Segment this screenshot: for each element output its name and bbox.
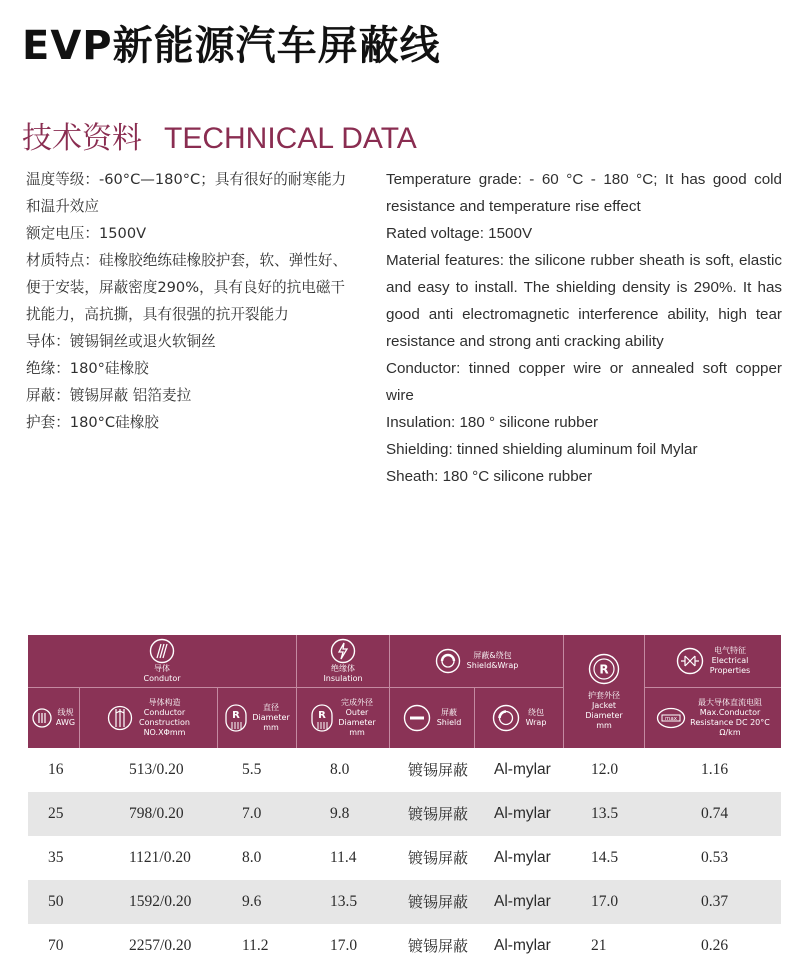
cell-outer: 9.8	[330, 805, 350, 822]
shield-icon	[403, 704, 431, 732]
jacket-r-letter: R	[599, 662, 609, 676]
spec-zh-insulation: 绝缘：180°硅橡胶	[26, 360, 149, 377]
conductor-wire-icon	[149, 638, 175, 664]
col-jacket-en2: Diameter	[585, 710, 623, 720]
col-wrap	[475, 688, 563, 748]
jacket-r-icon	[588, 653, 620, 685]
cell-wrap: Al-mylar	[494, 849, 551, 866]
col-resistance-en2: Resistance DC 20°C	[690, 718, 770, 727]
shield-wrap-icon	[435, 648, 461, 674]
col-shield	[390, 688, 474, 748]
spec-zh-voltage: 额定电压：1500V	[26, 225, 147, 242]
construction-icon	[107, 705, 133, 731]
table-row	[28, 880, 781, 924]
col-outer-unit: mm	[349, 728, 365, 737]
col-diameter	[218, 688, 296, 748]
table-row	[28, 792, 781, 836]
col-construction-en1: Conductor	[143, 708, 186, 717]
cell-jacket: 12.0	[591, 761, 619, 778]
group-conductor	[28, 635, 296, 687]
col-diameter-zh: 直径	[262, 703, 279, 712]
col-outer-en1: Outer	[345, 708, 369, 717]
table-row	[28, 924, 781, 968]
col-construction	[80, 688, 217, 748]
cell-shield: 镀锡屏蔽	[408, 849, 469, 867]
group-shield-wrap	[390, 635, 563, 687]
cell-resistance: 1.16	[701, 761, 729, 778]
col-construction-en2: Construction	[139, 718, 190, 727]
spec-en-insulation: Insulation: 180 ° silicone rubber	[386, 414, 599, 431]
cell-construction: 513/0.20	[129, 761, 184, 778]
cell-diameter: 7.0	[242, 805, 262, 822]
col-resistance-unit: Ω/km	[719, 728, 741, 737]
col-diameter-en: Diameter	[252, 713, 290, 722]
spec-list-zh	[26, 166, 348, 436]
col-construction-en3: NO.XΦmm	[143, 728, 186, 737]
col-jacket-en1: Jacket	[591, 700, 617, 710]
group-electrical-zh: 电气特征	[714, 646, 746, 655]
section-heading-en: TECHNICAL DATA	[164, 122, 417, 155]
col-diameter-unit: mm	[263, 723, 279, 732]
cell-construction: 798/0.20	[129, 805, 184, 822]
spec-en-voltage: Rated voltage: 1500V	[386, 225, 533, 242]
col-resistance-en1: Max.Conductor	[699, 708, 761, 717]
cell-awg: 70	[48, 937, 64, 954]
col-shield-zh: 屏蔽	[441, 708, 457, 717]
group-shield-wrap-en: Shield&Wrap	[466, 661, 519, 670]
resistance-max-icon	[656, 707, 686, 729]
col-construction-zh: 导体构造	[148, 698, 181, 707]
outer-r-letter: R	[318, 710, 327, 721]
cell-wrap: Al-mylar	[494, 937, 551, 954]
cell-shield: 镀锡屏蔽	[408, 937, 469, 955]
spec-en-temperature: Temperature grade: - 60 °C - 180 °C; It has good cold resistance and temperature rise effect	[386, 171, 782, 215]
cell-resistance: 0.53	[701, 849, 729, 866]
col-jacket-unit: mm	[596, 720, 612, 730]
cell-awg: 16	[48, 761, 64, 778]
cell-diameter: 11.2	[242, 937, 269, 954]
resistance-max-letter: max	[665, 716, 678, 722]
cell-awg: 35	[48, 849, 64, 866]
cell-wrap: Al-mylar	[494, 805, 551, 822]
cell-jacket: 13.5	[591, 805, 619, 822]
spec-en-material: Material features: the silicone rubber sheath is soft, elastic and easy to install. The shielding density is 290%. It has good anti electromagnetic interference ability, high tear resistance and strong anti cracking ability	[386, 252, 782, 350]
cell-outer: 8.0	[330, 761, 350, 778]
spec-zh-material: 材质特点：硅橡胶绝练硅橡胶护套，软、弹性好、便于安装，屏蔽密度290%，具有良好的抗电磁干扰能力，高抗撕，具有很强的抗开裂能力	[26, 252, 348, 323]
cell-construction: 2257/0.20	[129, 937, 192, 954]
group-insulation-en: Insulation	[323, 674, 363, 683]
cell-shield: 镀锡屏蔽	[408, 761, 469, 779]
col-outer-zh: 完成外径	[340, 698, 373, 707]
spec-en-conductor: Conductor: tinned copper wire or annealed soft copper wire	[386, 360, 782, 404]
electrical-icon	[676, 647, 704, 675]
spec-zh-temperature: 温度等级：-60°C—180°C；具有很好的耐寒能力和温升效应	[26, 171, 347, 215]
page-title: EVP新能源汽车屏蔽线	[22, 23, 441, 69]
cell-shield: 镀锡屏蔽	[408, 805, 469, 823]
col-wrap-en: Wrap	[525, 718, 547, 727]
spec-en-sheath: Sheath: 180 °C silicone rubber	[386, 468, 593, 485]
spec-en-shielding: Shielding: tinned shielding aluminum foil Mylar	[386, 441, 698, 458]
diameter-r-icon	[224, 703, 248, 733]
group-conductor-zh: 导体	[154, 664, 170, 673]
section-heading-zh: 技术资料	[22, 121, 142, 156]
group-conductor-en: Condutor	[143, 674, 181, 683]
col-awg	[28, 688, 79, 748]
table-body	[28, 748, 781, 968]
group-insulation	[297, 635, 389, 687]
cell-construction: 1121/0.20	[129, 849, 191, 866]
cell-awg: 50	[48, 893, 64, 910]
cell-resistance: 0.26	[701, 937, 729, 954]
col-outer-en2: Diameter	[338, 718, 376, 727]
cell-resistance: 0.74	[701, 805, 729, 822]
group-shield-wrap-zh: 屏蔽&绕包	[473, 651, 512, 660]
spec-table	[28, 635, 781, 968]
diameter-r-letter: R	[232, 710, 241, 721]
spec-zh-sheath: 护套：180°C硅橡胶	[26, 414, 159, 431]
col-jacket-zh: 护套外径	[588, 690, 620, 700]
section-heading	[22, 113, 417, 157]
awg-icon	[32, 708, 52, 728]
insulation-icon	[330, 638, 356, 664]
col-resistance-zh: 最大导体直流电阻	[698, 698, 762, 707]
cell-wrap: Al-mylar	[494, 761, 551, 778]
spec-zh-shielding: 屏蔽：镀锡屏蔽 铝箔麦拉	[26, 387, 192, 404]
col-awg-zh: 线规	[57, 708, 74, 717]
cell-construction: 1592/0.20	[129, 893, 192, 910]
cell-diameter: 5.5	[242, 761, 262, 778]
cell-resistance: 0.37	[701, 893, 729, 910]
cell-outer: 11.4	[330, 849, 357, 866]
outer-r-icon	[310, 703, 334, 733]
col-outer	[297, 688, 389, 748]
spec-zh-conductor: 导体：镀锡铜丝或退火软铜丝	[26, 333, 216, 350]
group-insulation-zh: 绝缘体	[331, 664, 355, 673]
spec-list-en	[386, 166, 782, 490]
col-shield-en: Shield	[436, 718, 462, 727]
cell-diameter: 8.0	[242, 849, 262, 866]
cell-wrap: Al-mylar	[494, 893, 551, 910]
cell-jacket: 14.5	[591, 849, 619, 866]
group-electrical-en1: Electrical	[711, 656, 749, 665]
col-jacket	[564, 635, 644, 748]
cell-diameter: 9.6	[242, 893, 262, 910]
wrap-icon	[492, 704, 520, 732]
group-electrical	[645, 635, 781, 687]
cell-awg: 25	[48, 805, 64, 822]
cell-jacket: 17.0	[591, 893, 619, 910]
cell-outer: 13.5	[330, 893, 358, 910]
col-resistance	[645, 688, 781, 748]
cell-outer: 17.0	[330, 937, 358, 954]
cell-shield: 镀锡屏蔽	[408, 893, 469, 911]
table-row	[28, 748, 781, 792]
group-electrical-en2: Properties	[709, 666, 751, 675]
table-header	[28, 635, 781, 748]
col-wrap-zh: 绕包	[527, 708, 544, 717]
col-awg-en: AWG	[55, 718, 76, 727]
table-row	[28, 836, 781, 880]
cell-jacket: 21	[591, 937, 607, 954]
